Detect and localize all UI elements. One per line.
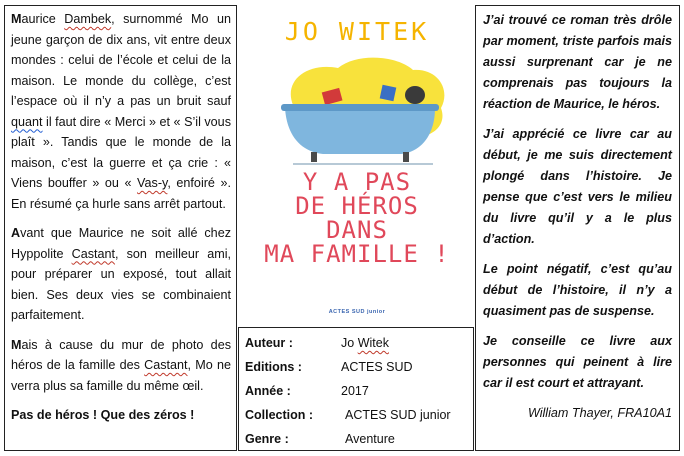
book-blue (380, 85, 397, 102)
cover-author: JO WITEK (284, 17, 430, 46)
summary-paragraph-1: Maurice Dambek, surnommé Mo un jeune garçon de dix ans, vit entre deux mondes : celui de l’école et celui de la maison. Le monde du collège, c’est l’espace où il n’y a pas un bruit sauf quant il faut dire « Merci » et « S’il vous plaît ». Tandis que le monde de la maison, c’est la guerre et ça crie : « Viens bouffer » ou « Vas-y, enfoiré ». En résumé ça hurle sans arrêt partout. (11, 12, 231, 211)
review-panel (475, 5, 680, 451)
review-paragraph-3: Le point négatif, c’est qu’au début de l’histoire, il n’y a quasiment pas de suspense. (483, 262, 672, 318)
book-cover (243, 5, 471, 323)
tub-foot-left (311, 152, 317, 162)
cover-publisher: ACTES SUD junior (328, 309, 386, 315)
cover-title: Y A PAS DE HÉROS DANS MA FAMILLE ! (264, 168, 450, 268)
review-paragraph-1: J’ai trouvé ce roman très drôle par moment, triste parfois mais aussi surprenant car je ne comprenais pas toujours la réaction de Maurice, le héros. (483, 13, 672, 111)
book-info-table (238, 327, 474, 451)
review-paragraph-4: Je conseille ce livre aux personnes qui peinent à lire car il est court et attrayant. (483, 334, 672, 390)
info-row-year: Année : 2017 (245, 384, 369, 398)
summary-paragraph-3: Mais à cause du mur de photo des héros de la famille des Castant, Mo ne verra plus sa famille du même œil. (11, 337, 231, 393)
tub-foot-right (403, 152, 409, 162)
info-row-editions: Editions : ACTES SUD (245, 360, 413, 374)
info-row-author: Auteur : Jo Witek (245, 336, 389, 350)
summary-paragraph-2: Avant que Maurice ne soit allé chez Hyppolite Castant, son meilleur ami, pour préparer un exposé, tout allait bien. Ses deux vies se combinaient parfaitement. (11, 226, 231, 322)
bathtub-illustration (263, 50, 453, 170)
head (405, 86, 425, 104)
info-row-genre: Genre : Aventure (245, 432, 395, 446)
bathtub (285, 108, 435, 154)
review-paragraph-2: J’ai apprécié ce livre car au début, je me suis directement plongé dans l’histoire. Je pense que c’est vers le milieu du livre qu’il y a le plus d’action. (483, 127, 672, 246)
summary-tagline: Pas de héros ! Que des zéros ! (11, 408, 195, 422)
summary-panel (4, 5, 237, 451)
review-signature: William Thayer, FRA10A1 (527, 406, 672, 420)
info-row-collection: Collection : ACTES SUD junior (245, 408, 451, 422)
bathtub-rim (281, 104, 439, 111)
